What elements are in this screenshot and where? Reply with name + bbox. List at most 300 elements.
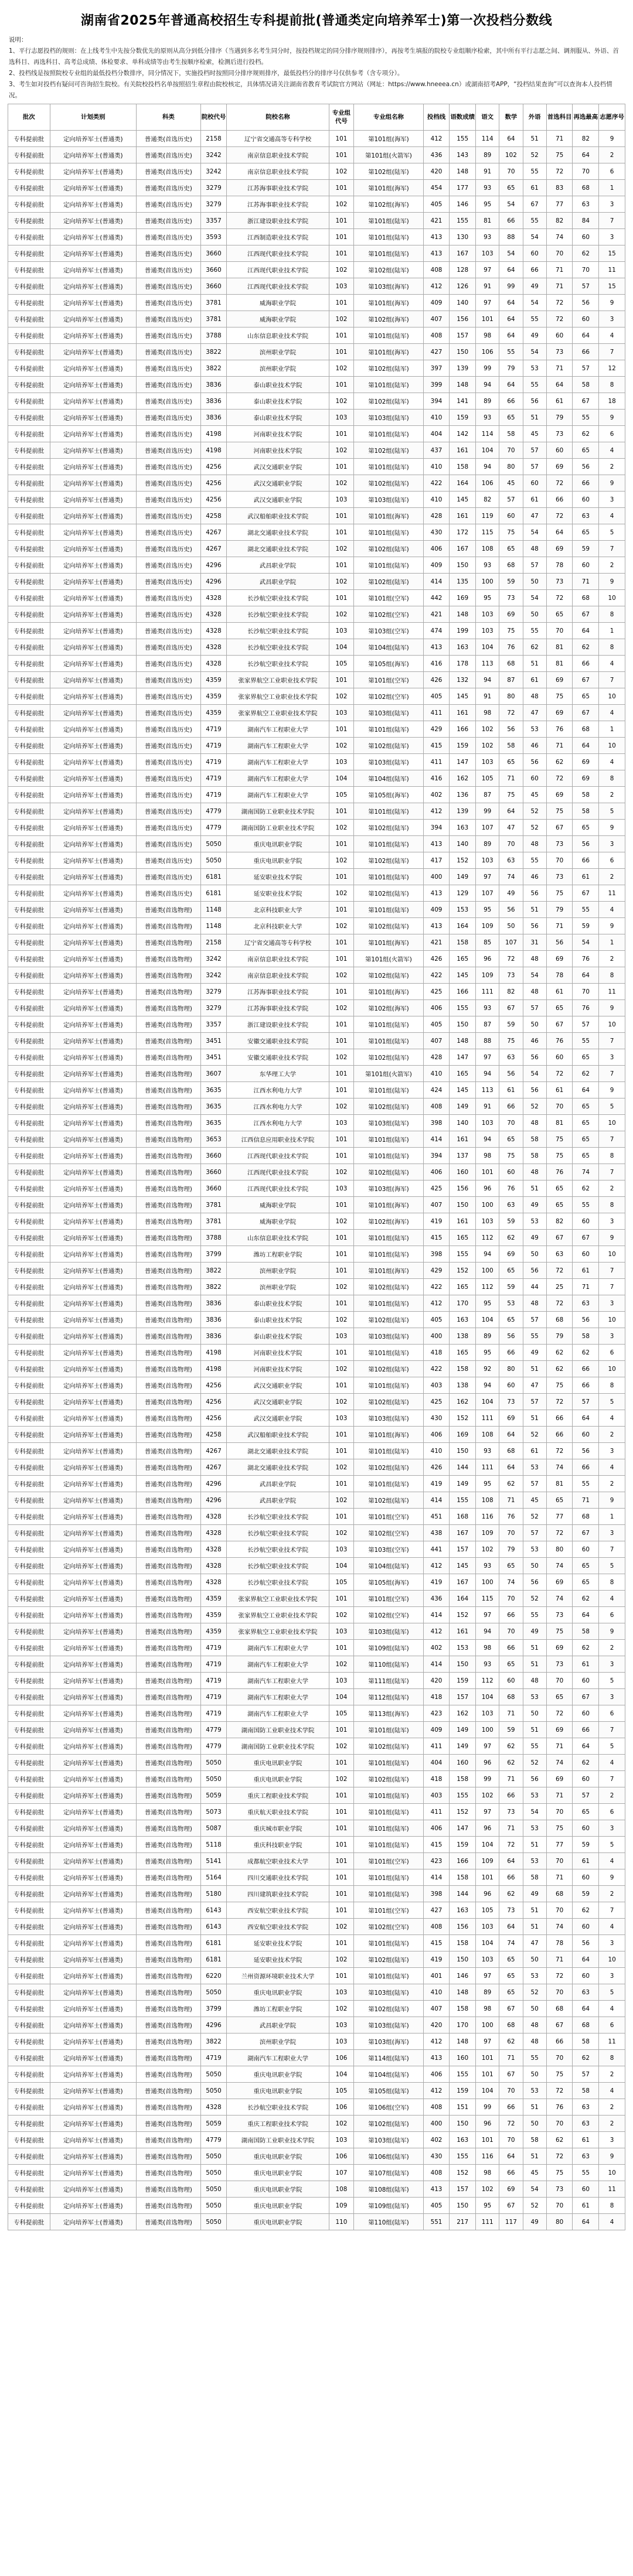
table-cell: 55 xyxy=(523,623,546,639)
table-cell: 89 xyxy=(476,1984,499,2001)
table-cell: 58 xyxy=(573,377,599,393)
table-cell: 52 xyxy=(523,1427,546,1443)
table-cell: 103 xyxy=(329,1115,353,1131)
table-cell: 定向培养军士(普通类) xyxy=(50,803,137,820)
table-cell: 54 xyxy=(499,245,523,262)
table-cell: 4719 xyxy=(200,1656,227,1673)
table-cell: 普通类(首选物理) xyxy=(137,1361,201,1377)
table-cell: 7 xyxy=(599,1541,625,1558)
table-cell: 第102组(空军) xyxy=(354,606,423,623)
table-cell: 411 xyxy=(423,1738,450,1755)
table-cell: 4719 xyxy=(200,738,227,754)
table-cell: 157 xyxy=(450,2181,476,2198)
table-cell: 54 xyxy=(523,2181,546,2198)
table-cell: 第102组(陆军) xyxy=(354,262,423,278)
column-header: 专业组代号 xyxy=(329,104,353,131)
table-cell: 4359 xyxy=(200,1591,227,1607)
table-cell: 72 xyxy=(546,295,573,311)
table-cell: 418 xyxy=(423,1689,450,1705)
table-cell: 110 xyxy=(329,2214,353,2230)
table-cell: 150 xyxy=(450,557,476,574)
table-cell: 定向培养军士(普通类) xyxy=(50,1951,137,1968)
table-cell: 重庆电讯职业学院 xyxy=(227,2066,329,2083)
table-cell: 73 xyxy=(499,590,523,606)
table-cell: 4719 xyxy=(200,1640,227,1656)
table-cell: 普通类(首选历史) xyxy=(137,180,201,196)
table-cell: 3279 xyxy=(200,196,227,213)
table-cell: 78 xyxy=(546,557,573,574)
table-cell: 4719 xyxy=(200,754,227,770)
table-cell: 第104组(陆军) xyxy=(354,1558,423,1574)
table-cell: 4296 xyxy=(200,1492,227,1509)
table-cell: 4198 xyxy=(200,426,227,442)
table-cell: 112 xyxy=(476,1230,499,1246)
table-cell: 南京信息职业技术学院 xyxy=(227,163,329,180)
table-cell: 51 xyxy=(523,1410,546,1427)
table-cell: 第104组(陆军) xyxy=(354,639,423,656)
table-cell: 3822 xyxy=(200,2033,227,2050)
table-cell: 专科提前批 xyxy=(8,1837,50,1853)
table-cell: 3 xyxy=(599,1049,625,1066)
table-cell: 第101组(陆军) xyxy=(354,1295,423,1312)
table-cell: 102 xyxy=(329,1164,353,1180)
table-cell: 72 xyxy=(546,163,573,180)
table-cell: 江西现代职业技术学院 xyxy=(227,1148,329,1164)
table-cell: 82 xyxy=(573,131,599,147)
table-cell: 7 xyxy=(599,541,625,557)
table-row xyxy=(8,1115,625,1131)
table-cell: 116 xyxy=(476,1509,499,1525)
table-cell: 专科提前批 xyxy=(8,393,50,410)
table-cell: 420 xyxy=(423,163,450,180)
table-cell: 专科提前批 xyxy=(8,541,50,557)
table-cell: 100 xyxy=(476,574,499,590)
table-cell: 56 xyxy=(523,1263,546,1279)
table-cell: 张家界航空工业职业技术学院 xyxy=(227,1623,329,1640)
table-cell: 定向培养军士(普通类) xyxy=(50,918,137,934)
table-cell: 专科提前批 xyxy=(8,738,50,754)
table-cell: 普通类(首选历史) xyxy=(137,770,201,787)
table-cell: 普通类(首选物理) xyxy=(137,1558,201,1574)
table-cell: 专科提前批 xyxy=(8,1869,50,1886)
table-cell: 58 xyxy=(573,2033,599,2050)
table-cell: 109 xyxy=(476,1525,499,1541)
table-cell: 普通类(首选物理) xyxy=(137,967,201,984)
table-cell: 6143 xyxy=(200,1902,227,1919)
table-cell: 专科提前批 xyxy=(8,1771,50,1787)
table-cell: 102 xyxy=(329,918,353,934)
table-cell: 定向培养军士(普通类) xyxy=(50,295,137,311)
table-cell: 湖南汽车工程职业大学 xyxy=(227,754,329,770)
table-cell: 102 xyxy=(329,967,353,984)
table-cell: 普通类(首选历史) xyxy=(137,557,201,574)
table-cell: 普通类(首选物理) xyxy=(137,1607,201,1623)
table-cell: 428 xyxy=(423,508,450,524)
table-cell: 69 xyxy=(546,672,573,688)
table-cell: 3242 xyxy=(200,951,227,967)
table-row xyxy=(8,492,625,508)
table-cell: 8 xyxy=(599,1148,625,1164)
table-cell: 普通类(首选物理) xyxy=(137,1049,201,1066)
table-cell: 专科提前批 xyxy=(8,492,50,508)
table-cell: 104 xyxy=(329,1558,353,1574)
table-cell: 4 xyxy=(599,327,625,344)
table-cell: 江苏海事职业技术学院 xyxy=(227,1000,329,1016)
table-cell: 108 xyxy=(476,1427,499,1443)
table-cell: 73 xyxy=(546,836,573,852)
table-cell: 60 xyxy=(499,1377,523,1394)
table-cell: 70 xyxy=(573,984,599,1000)
table-cell: 定向培养军士(普通类) xyxy=(50,311,137,327)
table-cell: 56 xyxy=(523,918,546,934)
table-cell: 重庆电讯职业学院 xyxy=(227,2214,329,2230)
table-cell: 长沙航空职业技术学院 xyxy=(227,1509,329,1525)
table-cell: 专科提前批 xyxy=(8,1968,50,1984)
table-cell: 专科提前批 xyxy=(8,754,50,770)
table-cell: 413 xyxy=(423,836,450,852)
table-cell: 68 xyxy=(573,180,599,196)
table-cell: 1148 xyxy=(200,902,227,918)
table-cell: 103 xyxy=(476,606,499,623)
table-cell: 62 xyxy=(499,1230,523,1246)
table-cell: 63 xyxy=(573,1295,599,1312)
table-cell: 11 xyxy=(599,885,625,902)
table-cell: 412 xyxy=(423,2083,450,2099)
table-cell: 93 xyxy=(476,1558,499,1574)
table-cell: 第101组(火箭军) xyxy=(354,951,423,967)
table-cell: 定向培养军士(普通类) xyxy=(50,1377,137,1394)
table-cell: 88 xyxy=(476,1033,499,1049)
table-cell: 102 xyxy=(329,442,353,459)
table-cell: 94 xyxy=(476,1623,499,1640)
table-cell: 148 xyxy=(450,606,476,623)
table-cell: 159 xyxy=(450,1837,476,1853)
table-cell: 66 xyxy=(499,2165,523,2181)
table-cell: 江西现代职业技术学院 xyxy=(227,1180,329,1197)
table-cell: 专科提前批 xyxy=(8,2017,50,2033)
table-cell: 普通类(首选物理) xyxy=(137,2198,201,2214)
table-cell: 3635 xyxy=(200,1115,227,1131)
table-cell: 2 xyxy=(599,787,625,803)
table-cell: 3799 xyxy=(200,1246,227,1263)
table-cell: 普通类(首选物理) xyxy=(137,2165,201,2181)
table-cell: 162 xyxy=(450,770,476,787)
table-cell: 61 xyxy=(499,1082,523,1098)
table-cell: 151 xyxy=(450,2099,476,2116)
table-cell: 101 xyxy=(329,1246,353,1263)
table-row xyxy=(8,1328,625,1345)
table-row xyxy=(8,1492,625,1509)
table-cell: 武汉交通职业学院 xyxy=(227,1394,329,1410)
table-row xyxy=(8,770,625,787)
table-cell: 65 xyxy=(573,1115,599,1131)
table-row xyxy=(8,820,625,836)
table-cell: 57 xyxy=(573,278,599,295)
table-row xyxy=(8,2083,625,2099)
table-cell: 辽宁省交通高等专科学校 xyxy=(227,934,329,951)
table-cell: 150 xyxy=(450,2116,476,2132)
table-cell: 102 xyxy=(329,262,353,278)
table-cell: 67 xyxy=(523,196,546,213)
table-cell: 50 xyxy=(499,918,523,934)
table-cell: 专科提前批 xyxy=(8,245,50,262)
table-cell: 普通类(首选物理) xyxy=(137,1771,201,1787)
table-cell: 定向培养军士(普通类) xyxy=(50,672,137,688)
table-cell: 56 xyxy=(573,1443,599,1459)
table-row xyxy=(8,1951,625,1968)
table-cell: 162 xyxy=(450,1394,476,1410)
table-cell: 101 xyxy=(329,1968,353,1984)
table-cell: 普通类(首选物理) xyxy=(137,1000,201,1016)
table-cell: 69 xyxy=(499,2181,523,2198)
table-cell: 7 xyxy=(599,1263,625,1279)
table-cell: 定向培养军士(普通类) xyxy=(50,1656,137,1673)
table-cell: 56 xyxy=(523,1574,546,1591)
table-cell: 60 xyxy=(523,245,546,262)
table-row xyxy=(8,262,625,278)
table-cell: 10 xyxy=(599,688,625,705)
table-cell: 150 xyxy=(450,344,476,360)
table-cell: 67 xyxy=(573,606,599,623)
table-row xyxy=(8,1066,625,1082)
table-cell: 普通类(首选历史) xyxy=(137,836,201,852)
table-cell: 55 xyxy=(573,410,599,426)
table-cell: 397 xyxy=(423,360,450,377)
table-cell: 6 xyxy=(599,2017,625,2033)
table-cell: 66 xyxy=(499,1607,523,1623)
table-cell: 3 xyxy=(599,1443,625,1459)
table-cell: 429 xyxy=(423,721,450,738)
table-cell: 68 xyxy=(499,1689,523,1705)
table-cell: 专科提前批 xyxy=(8,1476,50,1492)
table-cell: 137 xyxy=(450,1148,476,1164)
table-cell: 南京信息职业技术学院 xyxy=(227,951,329,967)
table-cell: 149 xyxy=(450,1738,476,1755)
table-cell: 102 xyxy=(329,360,353,377)
table-cell: 4328 xyxy=(200,1574,227,1591)
table-cell: 67 xyxy=(573,885,599,902)
table-cell: 专科提前批 xyxy=(8,2198,50,2214)
table-cell: 79 xyxy=(546,902,573,918)
table-cell: 重庆电讯职业学院 xyxy=(227,1755,329,1771)
table-cell: 67 xyxy=(573,1525,599,1541)
table-cell: 专科提前批 xyxy=(8,1279,50,1295)
table-row xyxy=(8,1804,625,1820)
table-cell: 53 xyxy=(523,1853,546,1869)
table-cell: 张家界航空工业职业技术学院 xyxy=(227,705,329,721)
table-cell: 150 xyxy=(450,1016,476,1033)
table-cell: 70 xyxy=(499,1591,523,1607)
table-cell: 第102组(陆军) xyxy=(354,442,423,459)
table-row xyxy=(8,1148,625,1164)
column-header: 院校代号 xyxy=(200,104,227,131)
table-cell: 56 xyxy=(573,1312,599,1328)
table-cell: 104 xyxy=(476,639,499,656)
table-cell: 专科提前批 xyxy=(8,131,50,147)
table-cell: 107 xyxy=(499,934,523,951)
table-cell: 延安职业技术学院 xyxy=(227,1951,329,1968)
table-cell: 102 xyxy=(329,738,353,754)
table-cell: 5050 xyxy=(200,2214,227,2230)
table-cell: 专科提前批 xyxy=(8,163,50,180)
table-cell: 专科提前批 xyxy=(8,1361,50,1377)
table-cell: 第101组(陆军) xyxy=(354,1755,423,1771)
table-row xyxy=(8,2148,625,2165)
table-cell: 69 xyxy=(546,1771,573,1787)
table-cell: 专科提前批 xyxy=(8,1574,50,1591)
table-cell: 101 xyxy=(329,1066,353,1082)
table-cell: 101 xyxy=(329,508,353,524)
table-cell: 3 xyxy=(599,229,625,245)
table-cell: 普通类(首选物理) xyxy=(137,2181,201,2198)
table-cell: 普通类(首选物理) xyxy=(137,1066,201,1082)
table-cell: 413 xyxy=(423,2050,450,2066)
table-cell: 3 xyxy=(599,1525,625,1541)
table-cell: 专科提前批 xyxy=(8,475,50,492)
table-cell: 109 xyxy=(329,2198,353,2214)
table-cell: 57 xyxy=(573,360,599,377)
table-cell: 104 xyxy=(476,1689,499,1705)
table-cell: 定向培养军士(普通类) xyxy=(50,1394,137,1410)
table-cell: 定向培养军士(普通类) xyxy=(50,557,137,574)
table-cell: 65 xyxy=(573,524,599,541)
table-cell: 3822 xyxy=(200,360,227,377)
table-cell: 专科提前批 xyxy=(8,1082,50,1098)
table-cell: 定向培养军士(普通类) xyxy=(50,1574,137,1591)
table-cell: 专科提前批 xyxy=(8,1000,50,1016)
table-cell: 161 xyxy=(450,705,476,721)
table-cell: 张家界航空工业职业技术学院 xyxy=(227,672,329,688)
table-cell: 普通类(首选物理) xyxy=(137,2214,201,2230)
table-cell: 定向培养军士(普通类) xyxy=(50,1558,137,1574)
table-cell: 61 xyxy=(546,393,573,410)
table-cell: 102 xyxy=(329,606,353,623)
table-cell: 406 xyxy=(423,541,450,557)
table-cell: 江西制造职业技术学院 xyxy=(227,229,329,245)
table-cell: 59 xyxy=(499,1279,523,1295)
table-cell: 161 xyxy=(450,442,476,459)
table-cell: 101 xyxy=(329,1820,353,1837)
table-cell: 103 xyxy=(329,1180,353,1197)
table-cell: 428 xyxy=(423,1049,450,1066)
table-cell: 91 xyxy=(476,1098,499,1115)
table-cell: 第101组(陆军) xyxy=(354,1886,423,1902)
table-cell: 102 xyxy=(329,2001,353,2017)
score-table xyxy=(8,104,625,2230)
table-cell: 103 xyxy=(329,1984,353,2001)
table-cell: 2 xyxy=(599,951,625,967)
table-cell: 409 xyxy=(423,295,450,311)
table-row xyxy=(8,1197,625,1213)
table-row xyxy=(8,2198,625,2214)
table-cell: 68 xyxy=(573,1509,599,1525)
table-cell: 80 xyxy=(499,1361,523,1377)
table-cell: 潍坊工程职业学院 xyxy=(227,2001,329,2017)
table-cell: 专科提前批 xyxy=(8,1722,50,1738)
table-cell: 普通类(首选物理) xyxy=(137,2017,201,2033)
table-cell: 75 xyxy=(546,688,573,705)
table-cell: 湖北交通职业技术学院 xyxy=(227,1443,329,1459)
table-cell: 56 xyxy=(523,1771,546,1787)
table-cell: 101 xyxy=(329,1886,353,1902)
table-cell: 10 xyxy=(599,1951,625,1968)
table-cell: 第102组(陆军) xyxy=(354,918,423,934)
table-cell: 89 xyxy=(476,1328,499,1345)
table-cell: 406 xyxy=(423,1164,450,1180)
table-cell: 定向培养军士(普通类) xyxy=(50,1049,137,1066)
table-cell: 武汉交通职业学院 xyxy=(227,459,329,475)
table-cell: 2 xyxy=(599,2116,625,2132)
table-cell: 3781 xyxy=(200,311,227,327)
table-cell: 滨州职业学院 xyxy=(227,1279,329,1295)
table-cell: 普通类(首选物理) xyxy=(137,918,201,934)
table-cell: 定向培养军士(普通类) xyxy=(50,2214,137,2230)
table-cell: 湖南汽车工程职业大学 xyxy=(227,721,329,738)
table-cell: 73 xyxy=(546,344,573,360)
table-cell: 53 xyxy=(523,1968,546,1984)
table-cell: 53 xyxy=(523,360,546,377)
table-cell: 第103组(陆军) xyxy=(354,2132,423,2148)
table-cell: 101 xyxy=(329,147,353,163)
table-cell: 81 xyxy=(546,1476,573,1492)
table-cell: 56 xyxy=(523,1049,546,1066)
table-cell: 49 xyxy=(523,1886,546,1902)
table-cell: 北京科技职业大学 xyxy=(227,918,329,934)
table-cell: 65 xyxy=(499,1312,523,1328)
table-cell: 103 xyxy=(329,410,353,426)
table-cell: 57 xyxy=(573,1016,599,1033)
table-cell: 定向培养军士(普通类) xyxy=(50,1640,137,1656)
table-cell: 8 xyxy=(599,1197,625,1213)
table-cell: 定向培养军士(普通类) xyxy=(50,606,137,623)
table-row xyxy=(8,672,625,688)
table-cell: 专科提前批 xyxy=(8,1197,50,1213)
table-cell: 专科提前批 xyxy=(8,902,50,918)
table-cell: 4779 xyxy=(200,2132,227,2148)
table-cell: 101 xyxy=(329,180,353,196)
table-cell: 58 xyxy=(523,1869,546,1886)
table-cell: 10 xyxy=(599,590,625,606)
table-cell: 专科提前批 xyxy=(8,1328,50,1345)
table-cell: 普通类(首选物理) xyxy=(137,1574,201,1591)
table-cell: 第102组(陆军) xyxy=(354,1394,423,1410)
table-cell: 4719 xyxy=(200,2050,227,2066)
table-cell: 72 xyxy=(546,770,573,787)
table-cell: 415 xyxy=(423,1837,450,1853)
table-cell: 10 xyxy=(599,1016,625,1033)
table-cell: 普通类(首选物理) xyxy=(137,1787,201,1804)
table-cell: 160 xyxy=(450,2050,476,2066)
table-cell: 132 xyxy=(450,672,476,688)
table-cell: 67 xyxy=(499,1000,523,1016)
table-cell: 10 xyxy=(599,1115,625,1131)
table-cell: 第101组(海军) xyxy=(354,180,423,196)
table-row xyxy=(8,705,625,721)
table-cell: 60 xyxy=(573,1820,599,1837)
table-cell: 定向培养军士(普通类) xyxy=(50,426,137,442)
table-cell: 湖北交通职业技术学院 xyxy=(227,1459,329,1476)
table-cell: 5050 xyxy=(200,852,227,869)
table-cell: 410 xyxy=(423,410,450,426)
table-cell: 4779 xyxy=(200,1738,227,1755)
table-cell: 76 xyxy=(573,951,599,967)
table-cell: 57 xyxy=(573,1787,599,1804)
table-cell: 100 xyxy=(476,1722,499,1738)
table-cell: 专科提前批 xyxy=(8,2083,50,2099)
table-cell: 4256 xyxy=(200,1410,227,1427)
table-cell: 11 xyxy=(599,262,625,278)
table-cell: 71 xyxy=(546,131,573,147)
